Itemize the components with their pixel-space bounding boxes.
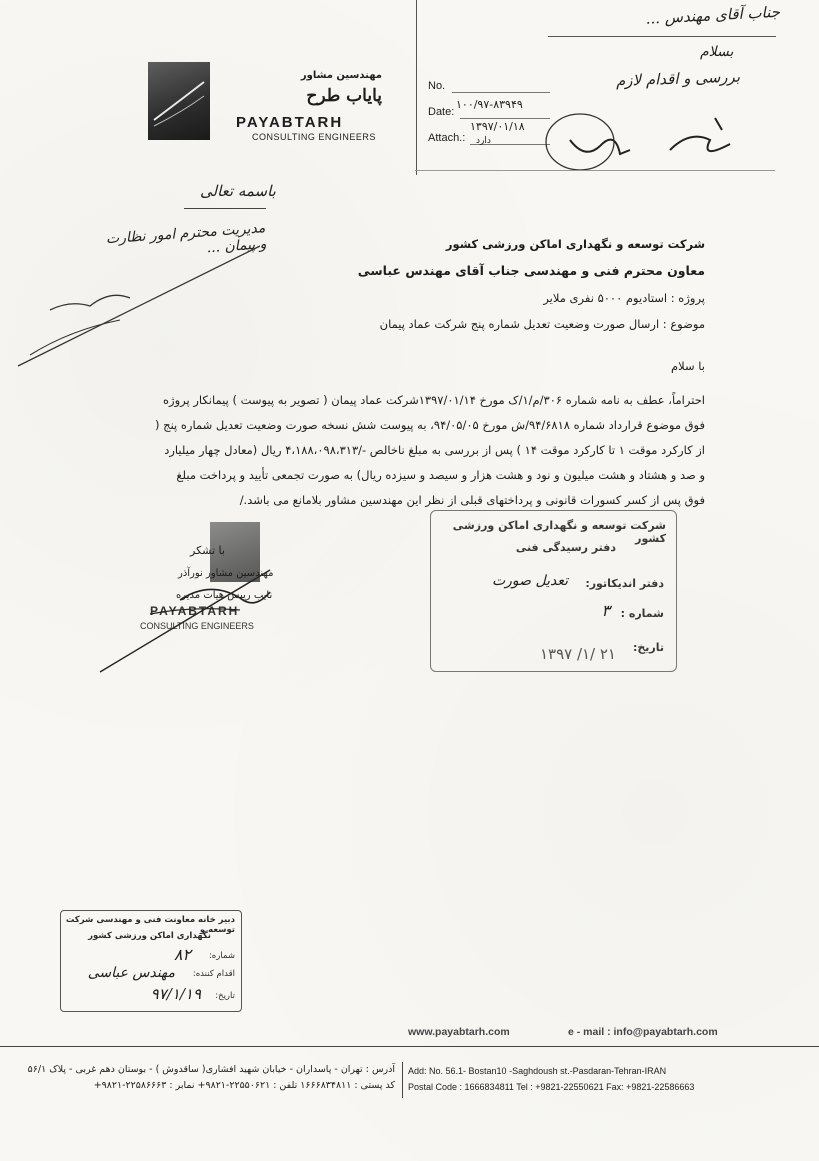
body-line-2: فوق موضوع قرارداد شماره ۹۴/۶۸۱۸/ش مورخ ۹۴/۰۵/۰۵، به پیوست شش نسخه صورت وضعیت تعدیل شماره پنج ( <box>155 418 705 432</box>
date-label: Date: <box>428 106 455 118</box>
receipt-stamp-technical-office <box>430 510 677 672</box>
handwritten-referral: جناب آقای مهندس ... <box>645 2 781 28</box>
company-name-fa-small: مهندسین مشاور <box>300 70 382 81</box>
stamp-org-line: شرکت توسعه و نگهداری اماکن ورزشی کشور <box>452 519 666 545</box>
handwritten-instruction: بررسی و اقدام لازم <box>615 67 741 90</box>
signer-company-sub: CONSULTING ENGINEERS <box>140 621 254 631</box>
stamp-indicator-label: دفتر اندیکاتور: <box>585 577 664 590</box>
closing: با تشکر <box>190 544 225 557</box>
subject-line: موضوع : ارسال صورت وضعیت تعدیل شماره پنج شرکت عماد پیمان <box>379 317 705 331</box>
footer-address-fa: آدرس : تهران - پاسداران - خیابان شهید افشاری( ساقدوش ) - بوستان دهم غربی - پلاک ۵۶/۱ <box>27 1064 395 1075</box>
stamp-indicator-value: تعدیل صورت <box>491 573 568 589</box>
body-line-1: احتراماً، عطف به نامه شماره ۳۰۶/م/۱/ک مورخ ۱۳۹۷/۰۱/۱۴شرکت عماد پیمان ( تصویر به پیوست ) پیمانکار پروژه <box>163 393 705 407</box>
handwritten-greeting: بسلام <box>700 44 734 60</box>
recipient-organization: شرکت توسعه و نگهداری اماکن ورزشی کشور <box>445 237 705 251</box>
header-divider <box>416 0 417 175</box>
logo-mark-icon <box>148 62 210 140</box>
secretariat-date-value: ۹۷/۱/۱۹ <box>150 985 201 1003</box>
project-line: پروژه : استادیوم ۵۰۰۰ نفری ملایر <box>543 291 705 305</box>
secretariat-number-value: ۸۲ <box>173 945 191 964</box>
letter-number: ۱۰۰/۹۷-۸۳۹۴۹ <box>456 98 523 111</box>
no-line <box>452 92 550 93</box>
header-rule <box>415 170 775 171</box>
greeting: با سلام <box>671 359 705 373</box>
footer-contact-en: Postal Code : 1666834811 Tel : +9821-22550621 Fax: +9821-22586663 <box>408 1082 695 1092</box>
body-line-5: فوق پس از کسر کسورات قانونی و پرداختهای قبلی از نظر این مهندسین مشاور بلامانع می باشد./ <box>239 493 705 507</box>
receipt-stamp-secretariat <box>60 910 242 1012</box>
letter-date: ۱۳۹۷/۰۱/۱۸ <box>470 120 525 133</box>
handwritten-referral-left: مدیریت محترم امور نظارت و پیمان ... <box>105 220 267 257</box>
company-logo <box>148 62 210 140</box>
footer-email: e - mail : info@payabtarh.com <box>568 1026 718 1038</box>
company-name-en: PAYABTARH <box>236 114 344 131</box>
secretariat-date-label: تاریخ: <box>215 991 235 1001</box>
secretariat-action-label: اقدام کننده: <box>192 969 235 979</box>
footer-address-en: Add: No. 56.1- Bostan10 -Saghdoush st.-Pasdaran-Tehran-IRAN <box>408 1066 667 1076</box>
attach-value: دارد <box>476 136 491 146</box>
handwritten-stroke <box>10 240 280 370</box>
referral-line <box>548 36 776 37</box>
signer-name: مهندسین مشاور نورآذر <box>178 568 274 579</box>
signer-title: نایب رییس هیات مدیره <box>176 590 273 601</box>
stamp-number-value: ۳ <box>601 601 610 620</box>
body-line-4: و صد و هشتاد و هشت میلیون و نود و هشت هزار و سیصد و سیزده ریال) به صورت تجمعی تأیید و پرداخت مبلغ <box>176 468 705 482</box>
stamp-date-label: تاریخ: <box>632 641 664 654</box>
company-name-fa: پایاب طرح <box>306 86 382 106</box>
secretariat-action-value: مهندس عباسی <box>87 965 175 981</box>
footer-rule <box>0 1046 819 1047</box>
footer-contact-fa: کد پستی : ۱۶۶۶۸۳۴۸۱۱ تلفن : ۲۲۵۵۰۶۲۱-۹۸۲۱+ نمابر : ۲۲۵۸۶۶۶۳-۹۸۲۱+ <box>93 1080 395 1091</box>
handwritten-bismillah: باسمه تعالی <box>200 182 276 200</box>
stamp-date-value: ۱۳۹۷ /۱/ ۲۱ <box>539 645 616 663</box>
footer-website: www.payabtarh.com <box>408 1026 510 1038</box>
signer-signature <box>40 540 290 680</box>
body-line-3: از کارکرد موقت ۱ تا کارکرد موقت ۱۴ ) پس از بررسی به مبلغ ناخالص -/۴،۱۸۸،۰۹۸،۳۱۳ ریال (معادل چهار میلیارد <box>164 443 705 457</box>
footer-divider <box>402 1062 403 1098</box>
date-line <box>460 118 550 119</box>
recipient-name: معاون محترم فنی و مهندسی جناب آقای مهندس عباسی <box>357 263 705 278</box>
no-label: No. <box>428 80 446 92</box>
stamp-number-label: شماره : <box>620 607 664 620</box>
stamp-office-line: دفتر رسیدگی فنی <box>515 541 616 554</box>
secretariat-line-1: دبیر خانه معاونت فنی و مهندسی شرکت توسعه و <box>65 915 235 935</box>
secretariat-line-2: نگهداری اماکن ورزشی کشور <box>88 931 211 941</box>
bismillah-underline <box>184 208 266 209</box>
secretariat-number-label: شماره: <box>208 951 235 961</box>
company-subtitle: CONSULTING ENGINEERS <box>252 132 376 142</box>
signer-company-en: PAYABTARH <box>150 604 240 618</box>
attach-label: Attach.: <box>428 132 466 144</box>
